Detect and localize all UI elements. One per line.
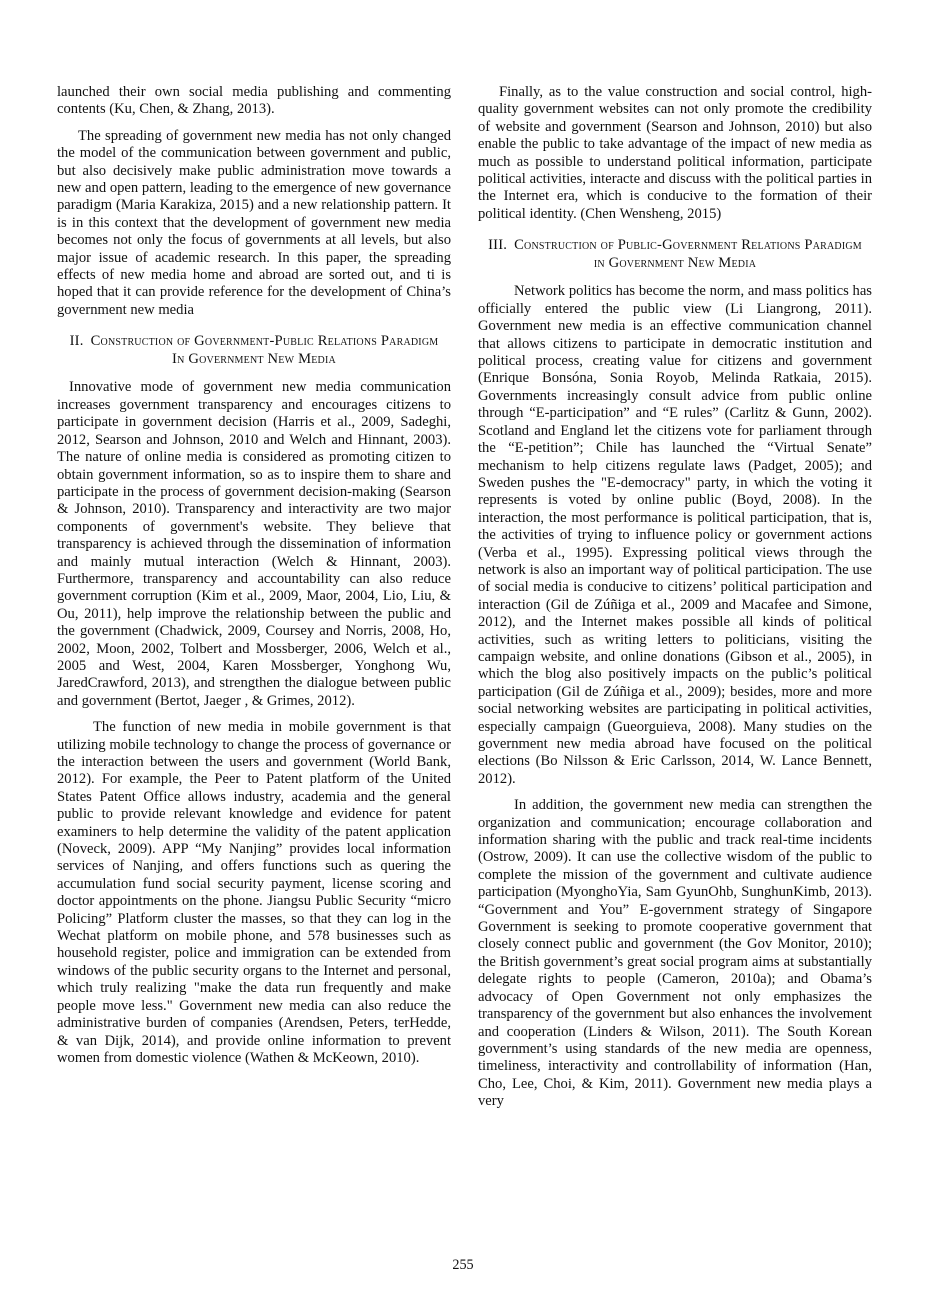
section-title: Construction of Government-Public Relations Paradigm In Government New Media [90, 333, 439, 367]
section-title: Construction of Public-Government Relations Paradigm in Government New Media [514, 237, 862, 271]
paragraph-network-politics: Network politics has become the norm, and mass politics has officially entered the public view (Li Liangrong, 2011). Government new media is an effective communication channel that allows citizens to participate in democratic institution and political process, creating value for citizens and government (Enrique Bonsóna, Sonia Royob, Melinda Ratkaia, 2015). Governments increasingly consult advice from public online through “E-participation” and “E rules” (Carlitz & Gunn, 2002). Scotland and England let the citizens vote for parliament through the “E-petition”; Chile has launched the “Virtual Senate” mechanism to help citizens regulate laws (Padget, 2005); and Sweden pushes the "E-democracy" party, in which the voting it represents is voted by online public (Boyd, 2008). In the interaction, the most performance is political participation, that is, the activities of trying to influence policy or government actions (Verba et al., 1995). Expressing political views through the network is also an important way of political participation. The use of social media is conducive to citizens’ political participation and interaction (Gil de Zúñiga et al., 2009 and Macafee and Simone, 2012), and the Internet makes possible all kinds of political activities, such as writing letters to politicians, visiting the campaign website, and online donations (Gibson et al., 2005), in which the blog also positively impacts on the public’s political participation (Gil de Zúñiga et al., 2009); besides, more and more social networking websites are participating in political activities, especially campaign (Gueorguieva, 2008). Many studies on the government new media abroad have focused on the political elections (Bo Nilsson & Eric Carlsson, 2014, W. Lance Bennett, 2012). [478, 283, 872, 787]
section-number: III. [488, 237, 508, 254]
paragraph-innovative: Innovative mode of government new media communication increases government transparency and encourages citizens to participate in government decision (Harris et al., 2009, Sadeghi, 2012, Searson and Johnson, 2010 and Welch and Hinnant, 2003). The nature of online media is considered as promoting citizen to obtain government information, so as to inspire them to share and participate in the process of government decision-making (Searson & Johnson, 2010). Transparency and interactivity are two major components of government's website. They believe that transparency is achieved through the dissemination of information and mainly mutual interaction (Welch & Hinnant, 2003). Furthermore, transparency and accountability can also reduce government corruption (Kim et al., 2009, Maor, 2004, Lio, Liu, & Ou, 2011), help improve the relationship between the public and the government (Chadwick, 2009, Coursey and Norris, 2008, Ho, 2002, Moon, 2002, Tolbert and Mossberger, 2006, Welch et al., 2005 and West, 2004, Karen Mossberger, Yonghong Wu, JaredCrawford, 2013), and strengthen the dialogue between public and government (Bertot, Jaeger , & Grimes, 2012). [57, 379, 451, 709]
paragraph-continuation: launched their own social media publishing and commenting contents (Ku, Chen, & Zhang, 2013). [57, 84, 451, 118]
section-heading-ii [65, 333, 443, 368]
section-number: II. [69, 333, 84, 350]
paragraph-spreading: The spreading of government new media has not only changed the model of the communication between government and public, but also decisively make public administration move towards a new and open pattern, leading to the emergence of new governance paradigm (Maria Karakiza, 2015) and a new relationship pattern. It is in this context that the development of government new media becomes not only the focus of governments at all levels, but also major issue of academic research. In this paper, the spreading effects of new media home and abroad are sorted out, and ti is hoped that it can provide reference for the development of China’s government new media [57, 127, 451, 318]
right-column [478, 84, 872, 1120]
paragraph-finally: Finally, as to the value construction and social control, high-quality government websites can not only promote the credibility of website and government (Searson and Johnson, 2010) but also enable the public to take advantage of the impact of new media as much as possible to understand political information, participate political activities, interacte and discuss with the political parties in the Internet era, which is conducive to the formation of their political identity. (Chen Wensheng, 2015) [478, 84, 872, 222]
paragraph-in-addition: In addition, the government new media can strengthen the organization and communication; encourage collaboration and information sharing with the public and track real-time incidents (Ostrow, 2009). It can use the collective wisdom of the public to complete the mission of the government and cultivate audience participation (MyonghoYia, Sam GyunOhb, SunghunKimb, 2013). “Government and You” E-government strategy of Singapore Government is seeking to promote cooperative government that closely connect public and government (the Gov Monitor, 2010); the British government’s great social program aims at substantially delegate rights to people (Cameron, 2010a); and Obama’s advocacy of Open Government not only emphasizes the transparency of the government but also enhances the involvement and cooperation (Linders & Wilson, 2011). The South Korean government’s using standards of the new media are openness, timeliness, interactivity and controllability of information (Han, Cho, Lee, Choi, & Kim, 2011). Government new media plays a very [478, 797, 872, 1110]
left-column [57, 84, 451, 1120]
section-heading-iii [486, 237, 864, 272]
two-column-layout [57, 84, 872, 1120]
page-number: 255 [452, 1257, 474, 1273]
page-footer [0, 1257, 926, 1309]
paragraph-mobile-government: The function of new media in mobile government is that utilizing mobile technology to change the process of governance or the interaction between the users and government (World Bank, 2012). For example, the Peer to Patent platform of the United States Patent Office allows industry, academia and the general public to provide relevant knowledge and evidence for patent examiners to help determine the validity of the patent application (Noveck, 2009). APP “My Nanjing” provides local information services of Nanjing, and offers functions such as quering the accumulation fund social security payment, license scoring and doctor appointments on the phone. Jiangsu Public Security “micro Policing” Platform cluster the masses, so that they can log in the Wechat platform on mobile phone, and 578 businesses such as household register, police and immigration can be extended from windows of the public security organs to the Internet and personal, which truly realizing "make the data run frequently and make people move less." Government new media can also reduce the administrative burden of companies (Arendsen, Peters, terHedde, & van Dijk, 2014), and provide online information to prevent women from domestic violence (Wathen & McKeown, 2010). [57, 719, 451, 1066]
